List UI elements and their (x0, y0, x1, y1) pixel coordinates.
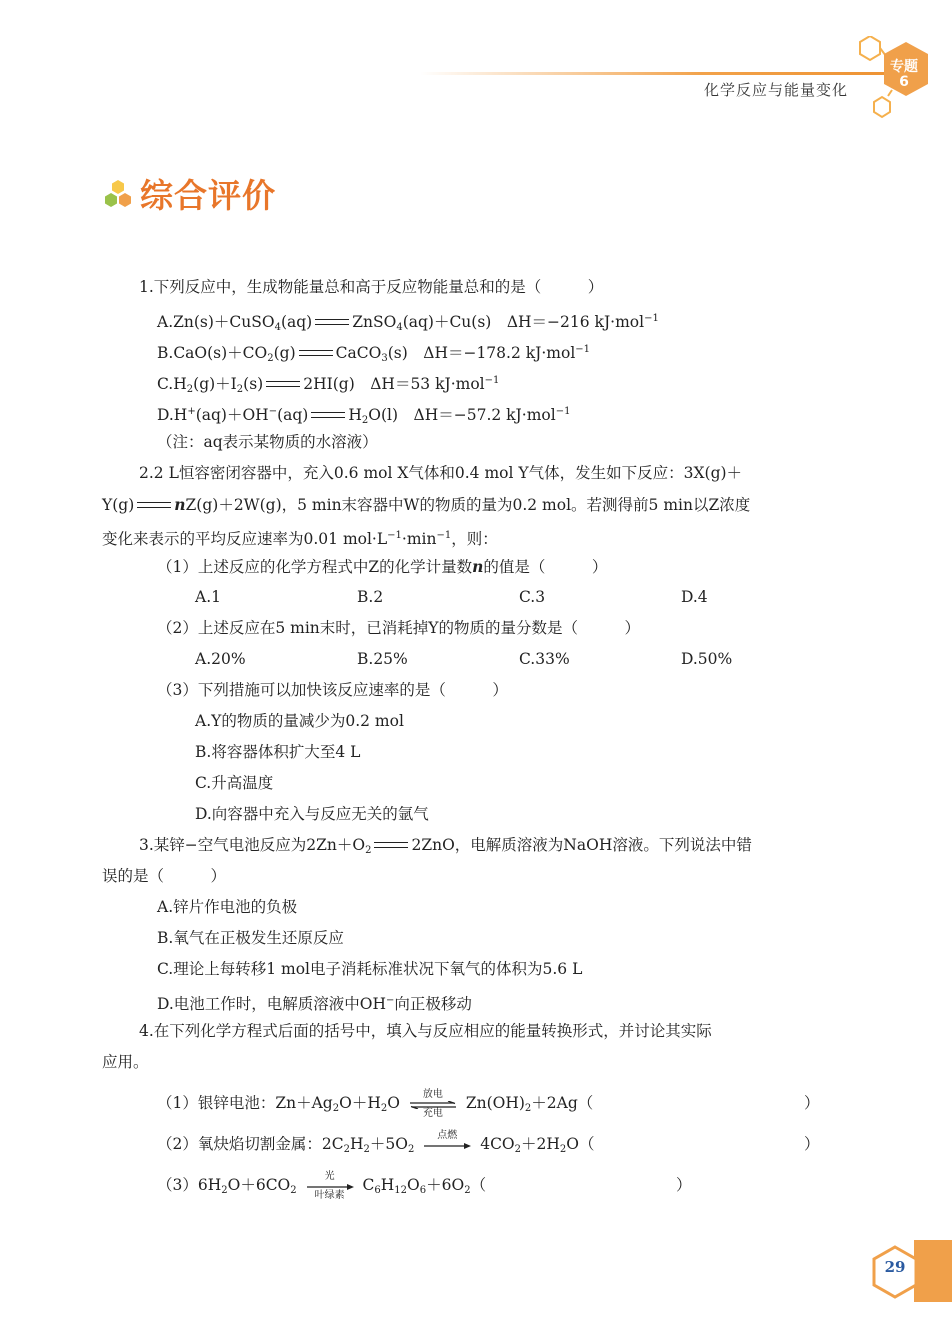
q2-part3-option-d: D.向容器中充入与反应无关的氩气 (195, 805, 429, 823)
option: D.50% (681, 650, 733, 668)
exercise-content (102, 272, 854, 1201)
q4-equation-1: （1）银锌电池：$Zn+Ag_2O+H_2O$ 放电 充电 $Zn(OH)_2+2Ag$（ ） (157, 1089, 820, 1119)
option: C.3 (519, 588, 546, 606)
chapter-badge (882, 60, 926, 90)
q1-stem: 1.下列反应中，生成物能量总和高于反应物能量总和的是（ ） (139, 278, 604, 296)
q2-part1: （1）上述反应的化学方程式中Z的化学计量数n的值是（ ） (157, 557, 608, 576)
q2-part2: （2）上述反应在5 min末时，已消耗掉Y的物质的量分数是（ ） (157, 619, 641, 637)
option: C.33% (519, 650, 570, 668)
q1-option-a: A.Zn(s)＋CuSO$_4$(aq) ZnSO$_4$(aq)＋Cu(s) ΔH＝−216 kJ·mol$^{-1}$ (157, 313, 659, 333)
chapter-subtitle: 化学反应与能量变化 (703, 81, 848, 99)
q4-stem-line2: 应用。 (102, 1053, 149, 1071)
badge-label: 专题 (890, 59, 918, 75)
q3-option-a: A.锌片作电池的负极 (157, 898, 298, 916)
q3-option-c: C.理论上每转移1 mol电子消耗标准状况下氧气的体积为5.6 L (157, 960, 583, 978)
hexagon-cluster-icon (102, 179, 134, 209)
page-number: 29 (884, 1258, 906, 1276)
q3-stem-line1: 3.某锌−空气电池反应为$2Zn+O_2$ 2ZnO，电解质溶液为NaOH溶液。下列说法中错 (139, 836, 752, 856)
reaction-arrow-icon: 光 叶绿素 (305, 1176, 355, 1196)
q3-stem-line2: 误的是（ ） (102, 867, 227, 885)
reaction-arrow-icon: 点燃 (422, 1135, 472, 1155)
q2-part3-option-b: B.将容器体积扩大至4 L (195, 743, 361, 761)
q2-part3-option-a: A.Y的物质的量减少为0.2 mol (195, 712, 404, 730)
q4-stem-line1: 4.在下列化学方程式后面的括号中，填入与反应相应的能量转换形式，并讨论其实际 (139, 1022, 712, 1040)
q1-note: （注：aq表示某物质的水溶液） (157, 433, 378, 451)
option: A.20% (195, 650, 246, 668)
option: D.4 (681, 588, 708, 606)
section-heading (102, 170, 276, 217)
q1-option-d: D.H+(aq)＋OH−(aq) $H_2O(l)$ ΔH＝−57.2 kJ·mol$^{-1}$ (157, 406, 571, 426)
q1-option-c: $C.H_2(g)+I_2(s)$ 2HI(g) ΔH＝53 kJ·mol$^{-1}$ (157, 375, 500, 395)
q2-part1-options (102, 582, 854, 613)
option: B.2 (357, 588, 384, 606)
section-title: 综合评价 (140, 176, 276, 215)
q4-equation-3: $(3)6H_2O+6CO_2$ 光 叶绿素 $C_6H_{12}O_6+6O_2$（ ） (157, 1171, 692, 1201)
q1-option-b: $B.CaO(s)+CO_2(g)$ CaCO$_3$(s) ΔH＝−178.2 kJ·mol$^{-1}$ (157, 344, 591, 364)
q4-equation-2: （2）氧炔焰切割金属：$2C_2H_2+5O_2$ 点燃 $4CO_2+2H_2O$（ ） (157, 1130, 820, 1155)
option: B.25% (357, 650, 408, 668)
q3-option-d: D.电池工作时，电解质溶液中OH−向正极移动 (157, 995, 472, 1013)
q2-part2-options (102, 644, 854, 675)
q2-stem-line3: 变化来表示的平均反应速率为0.01 $mol\cdot L^{-1}\cdot\min^{-1}$，则： (102, 530, 498, 548)
header-rule (420, 72, 890, 75)
q2-part3: （3）下列措施可以加快该反应速率的是（ ） (157, 681, 508, 699)
q3-option-b: B.氧气在正极发生还原反应 (157, 929, 344, 947)
q2-stem-line1: 2.2 L恒容密闭容器中，充入0.6 mol X气体和0.4 mol Y气体，发生如下反应：3X(g)＋ (139, 464, 743, 482)
badge-number: 6 (899, 74, 909, 90)
reversible-arrow-icon: 放电 充电 (408, 1094, 458, 1114)
q2-stem-line2: Y(g) nZ(g)＋2W(g)，5 min末容器中W的物质的量为0.2 mol。若测得前5 min以Z浓度 (102, 495, 751, 514)
option: A.1 (195, 588, 221, 606)
q2-part3-option-c: C.升高温度 (195, 774, 274, 792)
